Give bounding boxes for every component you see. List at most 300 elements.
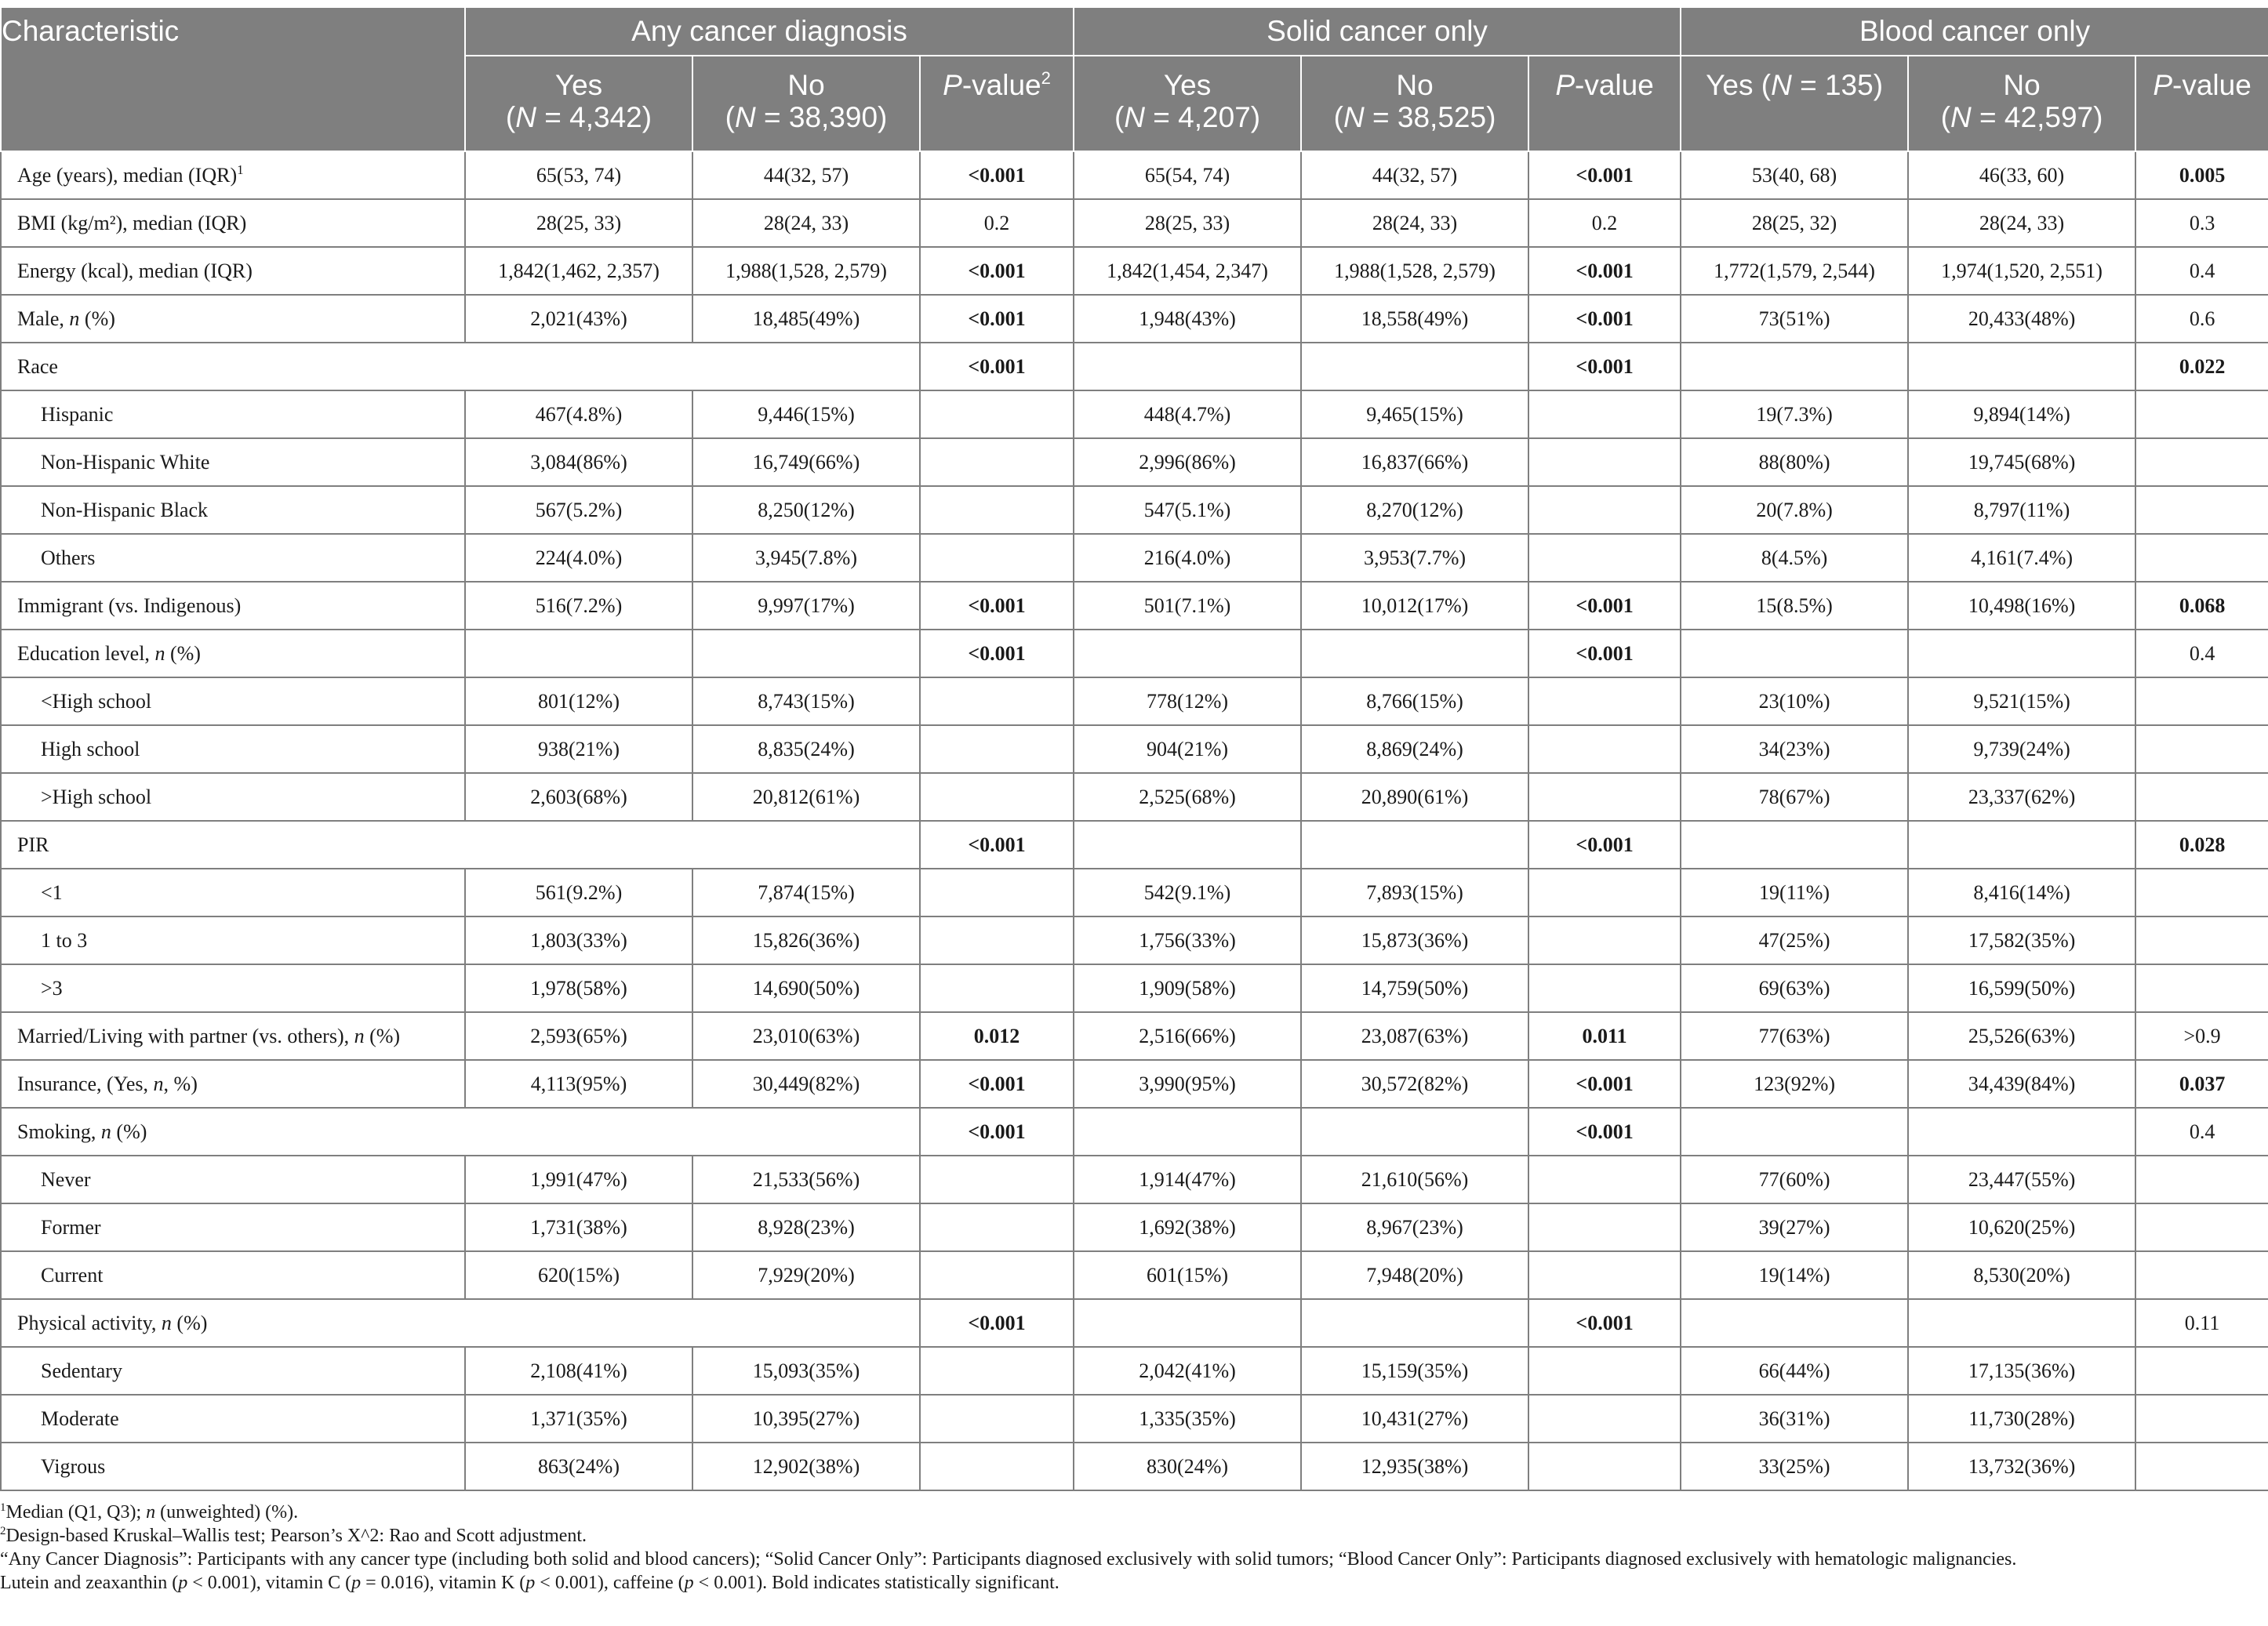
value-cell: 39(27%) [1681,1203,1908,1251]
value-cell: 66(44%) [1681,1347,1908,1395]
value-cell: 17,582(35%) [1908,916,2135,964]
p-value-cell: <0.001 [920,1108,1074,1156]
value-cell: 88(80%) [1681,438,1908,486]
table-row [1,247,2268,295]
row-label: Never [1,1156,465,1203]
p-value-cell [1528,677,1681,725]
p-value-cell [1528,964,1681,1012]
p-value-cell [920,773,1074,821]
p-value-cell [2135,1203,2268,1251]
table-row [1,964,2268,1012]
p-value-cell: <0.001 [1528,821,1681,869]
value-cell [1908,630,2135,677]
value-cell: 13,732(36%) [1908,1443,2135,1490]
value-cell: 28(24, 33) [1908,199,2135,247]
value-cell [1301,1108,1528,1156]
row-label: Smoking, n (%) [1,1108,920,1156]
p-value-cell [1528,916,1681,964]
p-value-cell: 0.028 [2135,821,2268,869]
value-cell: 78(67%) [1681,773,1908,821]
value-cell: 830(24%) [1074,1443,1301,1490]
p-value-cell [920,438,1074,486]
table-row [1,582,2268,630]
value-cell [692,630,920,677]
p-value-cell [2135,1347,2268,1395]
p-value-cell [920,677,1074,725]
p-value-cell [2135,486,2268,534]
value-cell: 23,447(55%) [1908,1156,2135,1203]
value-cell: 20,433(48%) [1908,295,2135,343]
value-cell: 1,842(1,454, 2,347) [1074,247,1301,295]
value-cell: 2,021(43%) [465,295,692,343]
solid-yes-label: Yes [1163,69,1212,101]
value-cell [1681,343,1908,390]
p-value-cell [2135,534,2268,582]
value-cell: 15,826(36%) [692,916,920,964]
p-value-cell [1528,725,1681,773]
blood-no-label: No [2003,69,2041,101]
table-row [1,151,2268,199]
row-label: Physical activity, n (%) [1,1299,920,1347]
group-header-any: Any cancer diagnosis [465,7,1074,56]
value-cell: 2,593(65%) [465,1012,692,1060]
value-cell: 516(7.2%) [465,582,692,630]
p-value-cell: 0.6 [2135,295,2268,343]
solid-yes-n: (N = 4,207) [1114,101,1261,133]
p-value-cell: 0.068 [2135,582,2268,630]
value-cell: 44(32, 57) [1301,151,1528,199]
value-cell: 10,012(17%) [1301,582,1528,630]
any-yes-n: (N = 4,342) [505,101,652,133]
value-cell: 8,797(11%) [1908,486,2135,534]
solid-no-n: (N = 38,525) [1333,101,1496,133]
p-value-cell [1528,438,1681,486]
value-cell: 73(51%) [1681,295,1908,343]
blood-p-header [2135,56,2268,151]
value-cell [1301,630,1528,677]
footnote-marker: 1 [0,1501,6,1514]
p-value-cell: 0.2 [920,199,1074,247]
value-cell: 2,042(41%) [1074,1347,1301,1395]
value-cell: 8,869(24%) [1301,725,1528,773]
value-cell: 65(54, 74) [1074,151,1301,199]
footnote-text: Median (Q1, Q3); n (unweighted) (%). [5,1502,299,1523]
value-cell: 8,270(12%) [1301,486,1528,534]
p-value-cell [920,1347,1074,1395]
p-value-cell: 0.4 [2135,1108,2268,1156]
value-cell: 1,371(35%) [465,1395,692,1443]
value-cell: 28(24, 33) [692,199,920,247]
value-cell: 4,161(7.4%) [1908,534,2135,582]
value-cell: 28(25, 33) [465,199,692,247]
value-cell [1681,1299,1908,1347]
p-value-cell: <0.001 [920,1299,1074,1347]
value-cell: 9,521(15%) [1908,677,2135,725]
value-cell: 21,533(56%) [692,1156,920,1203]
value-cell: 36(31%) [1681,1395,1908,1443]
p-value-cell [1528,869,1681,916]
row-label: >3 [1,964,465,1012]
any-yes-label: Yes [554,69,603,101]
row-label: Insurance, (Yes, n, %) [1,1060,465,1108]
table-row [1,1108,2268,1156]
value-cell: 1,948(43%) [1074,295,1301,343]
any-no-label: No [787,69,825,101]
table-row [1,1203,2268,1251]
group-header-solid: Solid cancer only [1074,7,1681,56]
value-cell: 44(32, 57) [692,151,920,199]
value-cell: 23,087(63%) [1301,1012,1528,1060]
value-cell [1301,343,1528,390]
value-cell: 2,525(68%) [1074,773,1301,821]
value-cell: 2,108(41%) [465,1347,692,1395]
table-row [1,343,2268,390]
value-cell: 12,902(38%) [692,1443,920,1490]
value-cell [1681,1108,1908,1156]
value-cell: 23,337(62%) [1908,773,2135,821]
solid-yes-header [1074,56,1301,151]
value-cell: 23,010(63%) [692,1012,920,1060]
row-label: Current [1,1251,465,1299]
p-value-cell [920,1156,1074,1203]
value-cell: 7,929(20%) [692,1251,920,1299]
value-cell: 20(7.8%) [1681,486,1908,534]
value-cell: 77(60%) [1681,1156,1908,1203]
row-label: Others [1,534,465,582]
value-cell: 11,730(28%) [1908,1395,2135,1443]
value-cell: 904(21%) [1074,725,1301,773]
value-cell: 547(5.1%) [1074,486,1301,534]
table-row [1,916,2268,964]
row-label: Energy (kcal), median (IQR) [1,247,465,295]
row-label: Sedentary [1,1347,465,1395]
p-value-cell [1528,390,1681,438]
p-value-cell [1528,1347,1681,1395]
value-cell: 65(53, 74) [465,151,692,199]
row-label: Male, n (%) [1,295,465,343]
table-row [1,199,2268,247]
value-cell: 10,431(27%) [1301,1395,1528,1443]
value-cell: 778(12%) [1074,677,1301,725]
p-value-cell [2135,725,2268,773]
p-value-cell: <0.001 [920,343,1074,390]
p-value-cell: <0.001 [920,151,1074,199]
value-cell: 1,988(1,528, 2,579) [692,247,920,295]
row-label: Age (years), median (IQR)$^1$ [1,151,465,199]
value-cell: 34,439(84%) [1908,1060,2135,1108]
p-value-cell [920,1203,1074,1251]
table-row [1,1395,2268,1443]
p-value-cell: 0.2 [1528,199,1681,247]
value-cell [1074,821,1301,869]
table-row [1,1012,2268,1060]
table-row [1,725,2268,773]
p-value-cell: 0.005 [2135,151,2268,199]
footnote-text: Design-based Kruskal–Wallis test; Pearson’s X^2: Rao and Scott adjustment. [5,1526,587,1546]
p-value-cell [1528,773,1681,821]
value-cell: 16,749(66%) [692,438,920,486]
solid-no-header [1301,56,1528,151]
value-cell: 53(40, 68) [1681,151,1908,199]
p-value-cell: <0.001 [1528,1108,1681,1156]
p-value-cell [2135,438,2268,486]
value-cell [1301,821,1528,869]
table-row [1,869,2268,916]
row-label: Immigrant (vs. Indigenous) [1,582,465,630]
value-cell: 15(8.5%) [1681,582,1908,630]
p-value-cell: <0.001 [920,582,1074,630]
value-cell: 542(9.1%) [1074,869,1301,916]
value-cell: 16,837(66%) [1301,438,1528,486]
table-row [1,1156,2268,1203]
table-row [1,1060,2268,1108]
value-cell: 14,759(50%) [1301,964,1528,1012]
value-cell: 1,772(1,579, 2,544) [1681,247,1908,295]
p-value-cell [2135,964,2268,1012]
value-cell: 9,446(15%) [692,390,920,438]
p-value-cell [1528,1156,1681,1203]
p-value-cell: 0.4 [2135,247,2268,295]
table-row [1,677,2268,725]
value-cell: 14,690(50%) [692,964,920,1012]
value-cell: 567(5.2%) [465,486,692,534]
row-label: Non-Hispanic Black [1,486,465,534]
value-cell: 3,990(95%) [1074,1060,1301,1108]
p-value-cell: <0.001 [1528,582,1681,630]
value-cell: 1,731(38%) [465,1203,692,1251]
value-cell [1681,630,1908,677]
table-body [1,151,2268,1490]
p-value-cell: <0.001 [920,630,1074,677]
value-cell: 4,113(95%) [465,1060,692,1108]
value-cell: 28(24, 33) [1301,199,1528,247]
any-p-header [920,56,1074,151]
value-cell: 8,928(23%) [692,1203,920,1251]
row-label: >High school [1,773,465,821]
row-label: High school [1,725,465,773]
value-cell: 1,803(33%) [465,916,692,964]
value-cell: 123(92%) [1681,1060,1908,1108]
blood-yes-header [1681,56,1908,151]
value-cell: 7,948(20%) [1301,1251,1528,1299]
value-cell: 7,893(15%) [1301,869,1528,916]
footnote-text: Lutein and zeaxanthin (p < 0.001), vitamin C (p = 0.016), vitamin K (p < 0.001), caffeine (p < 0.001). Bold indicates statistically significant. [0,1573,1059,1593]
value-cell [1908,343,2135,390]
value-cell: 15,093(35%) [692,1347,920,1395]
footnote [0,1524,2268,1548]
value-cell: 10,620(25%) [1908,1203,2135,1251]
value-cell: 1,974(1,520, 2,551) [1908,247,2135,295]
p-value-cell [2135,677,2268,725]
value-cell [1908,1108,2135,1156]
p-value-cell: <0.001 [1528,151,1681,199]
value-cell: 8,835(24%) [692,725,920,773]
p-value-cell [920,486,1074,534]
p-value-cell: <0.001 [920,247,1074,295]
value-cell: 47(25%) [1681,916,1908,964]
value-cell: 10,498(16%) [1908,582,2135,630]
value-cell: 28(25, 33) [1074,199,1301,247]
value-cell [1301,1299,1528,1347]
p-value-cell [920,534,1074,582]
row-label: Former [1,1203,465,1251]
value-cell: 33(25%) [1681,1443,1908,1490]
table-row [1,773,2268,821]
value-cell: 19(11%) [1681,869,1908,916]
p-value-cell [920,916,1074,964]
value-cell: 448(4.7%) [1074,390,1301,438]
blood-p-label: P-value [2153,69,2252,101]
value-cell: 16,599(50%) [1908,964,2135,1012]
table-row [1,486,2268,534]
value-cell: 8,530(20%) [1908,1251,2135,1299]
value-cell: 18,558(49%) [1301,295,1528,343]
value-cell [1908,821,2135,869]
value-cell: 8,743(15%) [692,677,920,725]
table-row [1,438,2268,486]
p-value-cell: 0.037 [2135,1060,2268,1108]
value-cell: 9,894(14%) [1908,390,2135,438]
footnote [0,1571,2268,1595]
value-cell: 1,756(33%) [1074,916,1301,964]
characteristic-header: Characteristic [1,7,465,151]
value-cell: 77(63%) [1681,1012,1908,1060]
blood-yes-label: Yes (N = 135) [1706,69,1884,101]
any-p-label: P-value [943,69,1041,101]
value-cell: 8(4.5%) [1681,534,1908,582]
table-row [1,1347,2268,1395]
value-cell: 801(12%) [465,677,692,725]
value-cell: 15,159(35%) [1301,1347,1528,1395]
value-cell: 3,953(7.7%) [1301,534,1528,582]
p-value-cell [2135,916,2268,964]
p-value-cell: 0.3 [2135,199,2268,247]
value-cell: 8,766(15%) [1301,677,1528,725]
p-value-cell: <0.001 [1528,343,1681,390]
p-value-cell [1528,534,1681,582]
p-value-cell: 0.022 [2135,343,2268,390]
value-cell: 1,692(38%) [1074,1203,1301,1251]
table-row [1,295,2268,343]
p-value-cell [1528,486,1681,534]
p-value-cell [1528,1251,1681,1299]
solid-p-label: P-value [1555,69,1654,101]
value-cell: 28(25, 32) [1681,199,1908,247]
p-value-cell: <0.001 [920,821,1074,869]
value-cell: 46(33, 60) [1908,151,2135,199]
value-cell: 224(4.0%) [465,534,692,582]
any-p-sup: 2 [1041,68,1051,88]
value-cell: 216(4.0%) [1074,534,1301,582]
value-cell: 23(10%) [1681,677,1908,725]
value-cell: 1,914(47%) [1074,1156,1301,1203]
p-value-cell [2135,773,2268,821]
p-value-cell: 0.4 [2135,630,2268,677]
value-cell: 25,526(63%) [1908,1012,2135,1060]
table-row [1,1299,2268,1347]
row-label: PIR [1,821,920,869]
value-cell: 561(9.2%) [465,869,692,916]
value-cell: 467(4.8%) [465,390,692,438]
value-cell: 19(7.3%) [1681,390,1908,438]
row-label: Vigrous [1,1443,465,1490]
p-value-cell [1528,1203,1681,1251]
value-cell: 17,135(36%) [1908,1347,2135,1395]
value-cell: 10,395(27%) [692,1395,920,1443]
footnotes [0,1501,2268,1595]
p-value-cell [2135,1395,2268,1443]
any-no-n: (N = 38,390) [725,101,888,133]
p-value-cell: <0.001 [1528,247,1681,295]
value-cell [1074,630,1301,677]
value-cell: 2,516(66%) [1074,1012,1301,1060]
value-cell: 3,084(86%) [465,438,692,486]
p-value-cell [920,1395,1074,1443]
value-cell [1074,1299,1301,1347]
value-cell: 620(15%) [465,1251,692,1299]
value-cell: 15,873(36%) [1301,916,1528,964]
value-cell: 3,945(7.8%) [692,534,920,582]
value-cell: 1,991(47%) [465,1156,692,1203]
p-value-cell: 0.011 [1528,1012,1681,1060]
any-no-header [692,56,920,151]
value-cell: 1,909(58%) [1074,964,1301,1012]
value-cell: 19,745(68%) [1908,438,2135,486]
value-cell: 938(21%) [465,725,692,773]
row-label: Education level, n (%) [1,630,465,677]
p-value-cell: <0.001 [1528,295,1681,343]
p-value-cell [920,869,1074,916]
value-cell: 501(7.1%) [1074,582,1301,630]
value-cell: 9,997(17%) [692,582,920,630]
value-cell: 69(63%) [1681,964,1908,1012]
value-cell [1074,343,1301,390]
p-value-cell [1528,1395,1681,1443]
p-value-cell [2135,869,2268,916]
value-cell: 863(24%) [465,1443,692,1490]
row-label: <1 [1,869,465,916]
group-header-blood: Blood cancer only [1681,7,2268,56]
value-cell: 1,978(58%) [465,964,692,1012]
table-row [1,630,2268,677]
footnote [0,1501,2268,1524]
value-cell: 8,250(12%) [692,486,920,534]
blood-no-n: (N = 42,597) [1940,101,2103,133]
characteristics-table [0,6,2268,1491]
value-cell: 30,572(82%) [1301,1060,1528,1108]
p-value-cell: 0.11 [2135,1299,2268,1347]
footnote-text: “Any Cancer Diagnosis”: Participants with any cancer type (including both solid and blood cancers); “Solid Cancer Only”: Participants diagnosed exclusively with solid tumors; “Blood Cancer Only”: Participants diagnosed exclusively with hematologic malignancies. [0,1549,2017,1570]
value-cell [1908,1299,2135,1347]
p-value-cell [920,390,1074,438]
row-label: Married/Living with partner (vs. others), n (%) [1,1012,465,1060]
p-value-cell [2135,1251,2268,1299]
p-value-cell [920,725,1074,773]
solid-p-header [1528,56,1681,151]
row-label: Non-Hispanic White [1,438,465,486]
footnote-marker: 2 [0,1525,6,1537]
p-value-cell: >0.9 [2135,1012,2268,1060]
table-row [1,534,2268,582]
p-value-cell: <0.001 [1528,630,1681,677]
value-cell: 20,890(61%) [1301,773,1528,821]
blood-no-header [1908,56,2135,151]
row-label: BMI (kg/m²), median (IQR) [1,199,465,247]
footnote [0,1548,2268,1571]
value-cell: 21,610(56%) [1301,1156,1528,1203]
value-cell [1681,821,1908,869]
value-cell: 8,967(23%) [1301,1203,1528,1251]
